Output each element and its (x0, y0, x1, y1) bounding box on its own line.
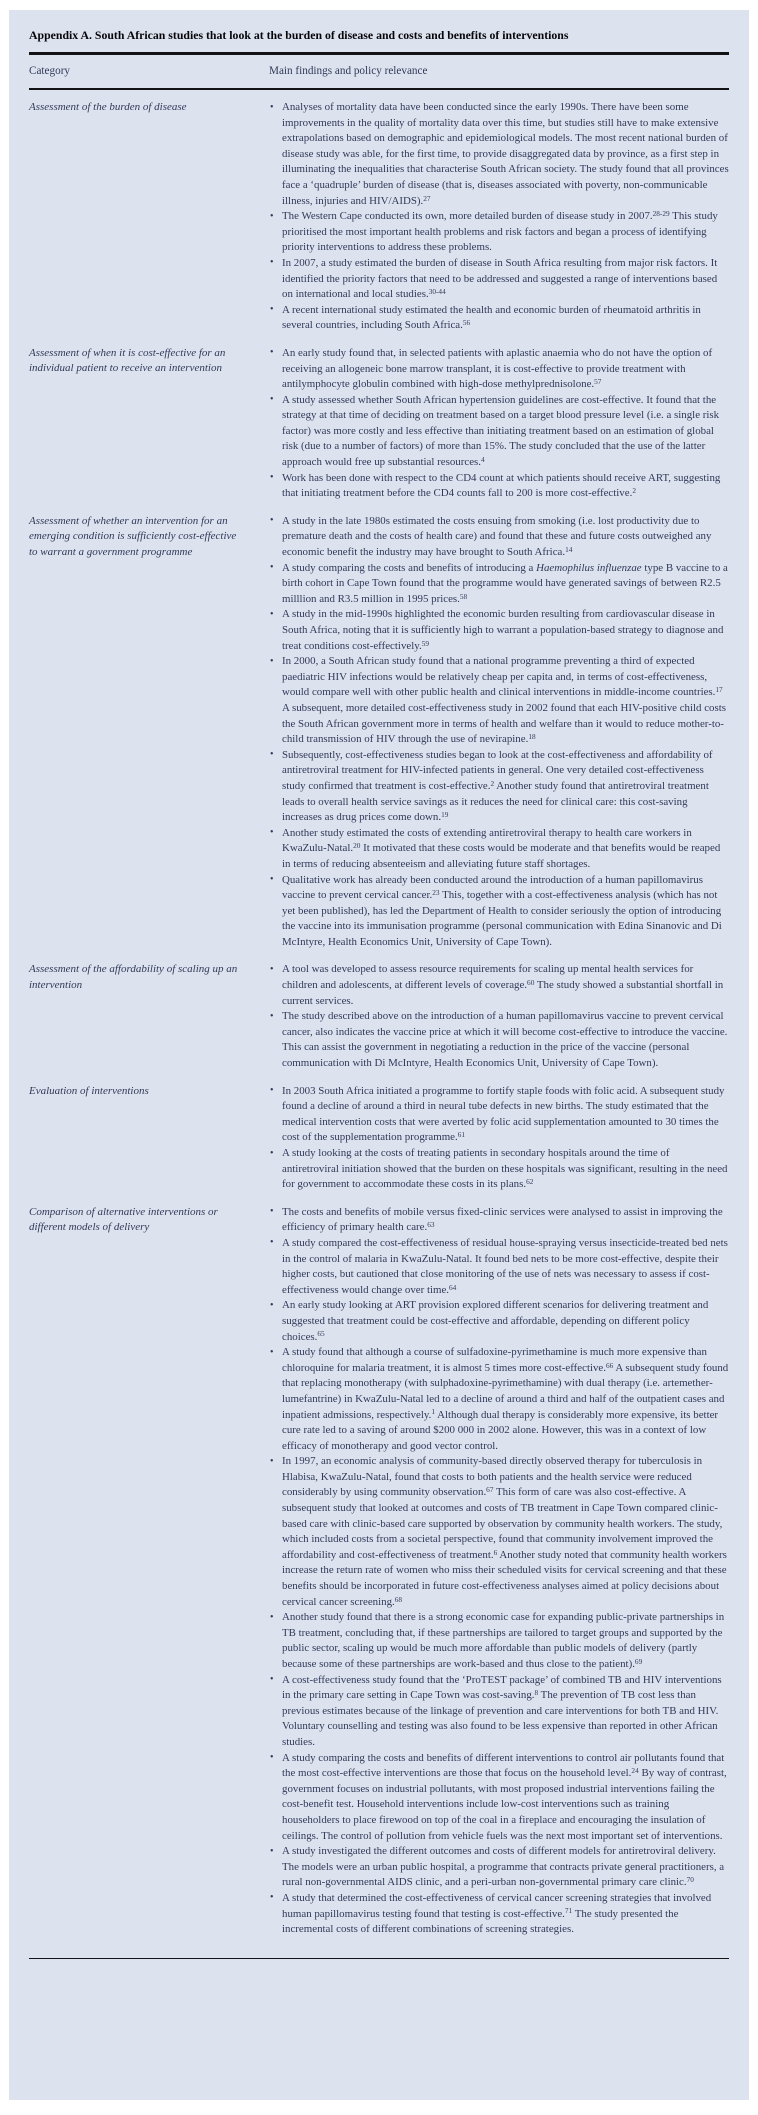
finding-bullet: • An early study looking at ART provision explored different scenarios for delivering treatment and suggested that treatment could be cost-effective and affordable, depending on different policy choices.$^{65}$ (269, 1298, 729, 1345)
category-cell: Assessment of when it is cost-effective for an individual patient to receive an intervention (29, 346, 226, 375)
category-cell: Comparison of alternative interventions or different models of delivery (29, 1205, 218, 1234)
finding-bullet: • In 2003 South Africa initiated a programme to fortify staple foods with folic acid. A subsequent study found a decline of around a third in neural tube defects in new births. The study estimated that the medical intervention costs that were averted by folic acid supplementation amounted to 30 times the cost of the supplementation programme.$^{61}$ (269, 1084, 729, 1146)
finding-bullet: • A study in the mid-1990s highlighted the economic burden resulting from cardiovascular disease in South Africa, noting that it is sufficiently high to warrant a population-based strategy to diagnose and treat conditions cost-effectively.$^{59}$ (269, 607, 729, 654)
finding-bullet: • A study compared the cost-effectiveness of residual house-spraying versus insecticide-treated bed nets in the control of malaria in KwaZulu-Natal. It found bed nets to be more cost-effective, despite their higher costs, but cautioned that close monitoring of the use of nets was necessary to assess if cost-effectiveness would change over time.$^{64}$ (269, 1236, 729, 1298)
finding-bullet: • A study comparing the costs and benefits of different interventions to control air pollutants found that the most cost-effective interventions are those that focus on the household level.$^{24}$ By way of contrast, government focuses on industrial pollutants, with most proposed industrial interventions failing the cost-benefit test. Household interventions include low-cost interventions such as training householders to place firewood on top of the coal in a fireplace and encouraging the insulation of ceilings. The control of pollution from vehicle fuels was the next most important set of interventions. (269, 1751, 729, 1845)
finding-bullet: • A study that determined the cost-effectiveness of cervical cancer screening strategies that involved human papillomavirus testing found that testing is cost-effective.$^{71}$ The study presented the incremental costs of different combinations of screening strategies. (269, 1891, 729, 1938)
finding-bullet: • A study comparing the costs and benefits of introducing a Haemophilus influenzae type B vaccine to a birth cohort in Cape Town found that the programme would have generated savings of between R2.5 milllion and R3.5 million in 1995 prices.$^{58}$ (269, 561, 729, 608)
table-title: Appendix A. South African studies that look at the burden of disease and costs and benefits of interventions (29, 28, 569, 42)
finding-bullet: • The study described above on the introduction of a human papillomavirus vaccine to prevent cervical cancer, also indicates the vaccine price at which it will become cost-effective to introduce the vaccine. This can assist the government in negotiating a reduction in the price of the vaccine (personal communication with Di McIntyre, Health Economics Unit, University of Cape Town). (269, 1009, 729, 1071)
finding-bullet: • In 2007, a study estimated the burden of disease in South Africa resulting from major risk factors. It identified the priority factors that need to be addressed and suggested a range of interventions based on international and local studies.$^{30-44}$ (269, 256, 729, 303)
finding-bullet: • A study found that although a course of sulfadoxine-pyrimethamine is much more expensive than chloroquine for malaria treatment, it is almost 5 times more cost-effective.$^{66}$ A subsequent study found that replacing monotherapy (with sulphadoxine-pyrimethamine) with dual therapy (i.e. artemether-lumefantrine) in KwaZulu-Natal led to a decline of around a third and half of the outpatient cases and inpatient admissions, respectively.$^1$ Although dual therapy is considerably more expensive, its better cure rate led to a saving of around $200 000 in 2002 alone. However, this was in a context of low efficacy of monotherapy and good vector control. (269, 1345, 729, 1454)
finding-bullet: • A study investigated the different outcomes and costs of different models for antiretroviral delivery. The models were an urban public hospital, a programme that contracts private general practitioners, a rural non-governmental AIDS clinic, and a peri-urban non-governmental primary care clinic.$^{70}$ (269, 1844, 729, 1891)
finding-bullet: • In 1997, an economic analysis of community-based directly observed therapy for tuberculosis in Hlabisa, KwaZulu-Natal, found that costs to both patients and the health service were reduced considerably by using community observation.$^{67}$ This form of care was also cost-effective. A subsequent study that looked at outcomes and costs of TB treatment in Cape Town compared clinic-based care with clinic-based care supported by observation by community health workers. The study, which included costs from a societal perspective, found that community involvement improved the affordability and cost-effectiveness of treatment.$^6$ Another study noted that community health workers increase the return rate of women who miss their scheduled visits for cervical screening and that these benefits should be incorporated in future cost-effectiveness analyses aimed at policy decisions about cervical cancer screening.$^{68}$ (269, 1454, 729, 1610)
category-cell: Assessment of whether an intervention for an emerging condition is sufficiently cost-effective to warrant a government programme (29, 514, 237, 558)
finding-bullet: • Another study found that there is a strong economic case for expanding public-private partnerships in TB treatment, concluding that, if these partnerships are tailored to target groups and supported by the public sector, scaling up would be much more affordable than public models of delivery (partly because some of these partnerships are work-based and thus close to the patient).$^{69}$ (269, 1610, 729, 1672)
bottom-rule (29, 1958, 729, 1959)
findings-cell (269, 100, 729, 334)
appendix-table-card (9, 10, 749, 2100)
finding-bullet: • In 2000, a South African study found that a national programme preventing a third of expected paediatric HIV infections would be relatively cheap per capita and, in terms of cost-effectiveness, would compare well with other public health and clinical interventions in middle-income countries.$^{17}$ A subsequent, more detailed cost-effectiveness study in 2002 found that each HIV-positive child costs the South African government more in terms of health and welfare than it would to reduce mother-to-child transmission of HIV through the use of nevirapine.$^{18}$ (269, 654, 729, 748)
findings-cell (269, 514, 729, 951)
finding-bullet: • A recent international study estimated the health and economic burden of rheumatoid arthritis in several countries, including South Africa.$^{56}$ (269, 303, 729, 334)
category-cell: Assessment of the burden of disease (29, 101, 187, 113)
finding-bullet: • Subsequently, cost-effectiveness studies began to look at the cost-effectiveness and affordability of antiretroviral treatment for HIV-infected patients in general. One very detailed cost-effectiveness study confirmed that treatment is cost-effective.$^2$ Another study found that antiretroviral treatment leads to overall health service savings as it reduces the need for clinical care: this cost-saving increases as drug prices come down.$^{19}$ (269, 748, 729, 826)
table-row (29, 962, 729, 1071)
table-row (29, 514, 729, 951)
finding-bullet: • Qualitative work has already been conducted around the introduction of a human papillomavirus vaccine to prevent cervical cancer.$^{23}$ This, together with a cost-effectiveness analysis (which has not yet been published), has led the Department of Health to consider seriously the option of introducing the vaccine into its immunisation programme (personal communication with Edina Sinanovic and Di McIntyre, Health Economics Unit, University of Cape Town). (269, 873, 729, 951)
column-header-category: Category (29, 65, 71, 77)
finding-bullet: • An early study found that, in selected patients with aplastic anaemia who do not have the option of receiving an allogeneic bone marrow transplant, it is cost-effective to provide treatment with antilymphocyte globulin combined with high-dose methylprednisolone.$^{57}$ (269, 346, 729, 393)
table-body (29, 90, 729, 1958)
findings-cell (269, 346, 729, 502)
findings-cell (269, 1205, 729, 1938)
finding-bullet: • A study in the late 1980s estimated the costs ensuing from smoking (i.e. lost productivity due to premature death and the costs of health care) and found that these and future costs outweighed any economic benefit the industry may have brought to South Africa.$^{14}$ (269, 514, 729, 561)
finding-bullet: • A cost-effectiveness study found that the ‘ProTEST package’ of combined TB and HIV interventions in the primary care setting in Cape Town was cost-saving.$^8$ The prevention of TB cost less than previous estimates because of the linkage of prevention and care interventions for both TB and HIV. Voluntary counselling and testing was also found to be less expensive than reported in other African studies. (269, 1673, 729, 1751)
category-cell: Assessment of the affordability of scaling up an intervention (29, 963, 238, 991)
column-header-findings: Main findings and policy relevance (269, 65, 428, 77)
finding-bullet: • Analyses of mortality data have been conducted since the early 1990s. There have been some improvements in the quality of mortality data over this time, but studies still have to make extensive extrapolations based on demographic and epidemiological models. The most recent national burden of disease study was able, for the first time, to provide disaggregated data by province, as a first step in illuminating the inequalities that characterise South African society. The study found that all provinces face a ‘quadruple’ burden of disease (that is, diseases associated with poverty, non-communicable illness, injuries and HIV/AIDS).$^{27}$ (269, 100, 729, 209)
table-row (29, 1205, 729, 1938)
finding-bullet: • The Western Cape conducted its own, more detailed burden of disease study in 2007.$^{28-29}$ This study prioritised the most important health problems and risk factors and began a process of identifying priority interventions to address these problems. (269, 209, 729, 256)
finding-bullet: • Another study estimated the costs of extending antiretroviral therapy to health care workers in KwaZulu-Natal.$^{20}$ It motivated that these costs would be moderate and that benefits would be reaped in terms of reducing absenteeism and alleviating future staff shortages. (269, 826, 729, 873)
category-cell: Evaluation of interventions (29, 1084, 149, 1097)
findings-cell (269, 962, 729, 1071)
finding-bullet: • The costs and benefits of mobile versus fixed-clinic services were analysed to assist in improving the efficiency of primary health care.$^{63}$ (269, 1205, 729, 1236)
findings-cell (269, 1084, 729, 1193)
table-row (29, 346, 729, 502)
table-row (29, 100, 729, 334)
finding-bullet: • A tool was developed to assess resource requirements for scaling up mental health services for children and adolescents, at different levels of coverage.$^{60}$ The study showed a substantial shortfall in current services. (269, 962, 729, 1009)
table-header-row (29, 55, 729, 88)
finding-bullet: • A study assessed whether South African hypertension guidelines are cost-effective. It found that the strategy at that time of deciding on treatment based on a target blood pressure level (i.e. a single risk factor) was more costly and less effective than initiating treatment based on an estimation of global risk (due to a number of factors) of more than 15%. The study concluded that the use of the latter approach would free up substantial resources.$^4$ (269, 393, 729, 471)
table-row (29, 1084, 729, 1193)
finding-bullet: • Work has been done with respect to the CD4 count at which patients should receive ART, suggesting that initiating treatment before the CD4 counts fall to 200 is more cost-effective.$^2$ (269, 471, 729, 502)
finding-bullet: • A study looking at the costs of treating patients in secondary hospitals around the time of antiretroviral initiation showed that the burden on these hospitals was significant, resulting in the need for government to accommodate these costs in its plans.$^{62}$ (269, 1146, 729, 1193)
